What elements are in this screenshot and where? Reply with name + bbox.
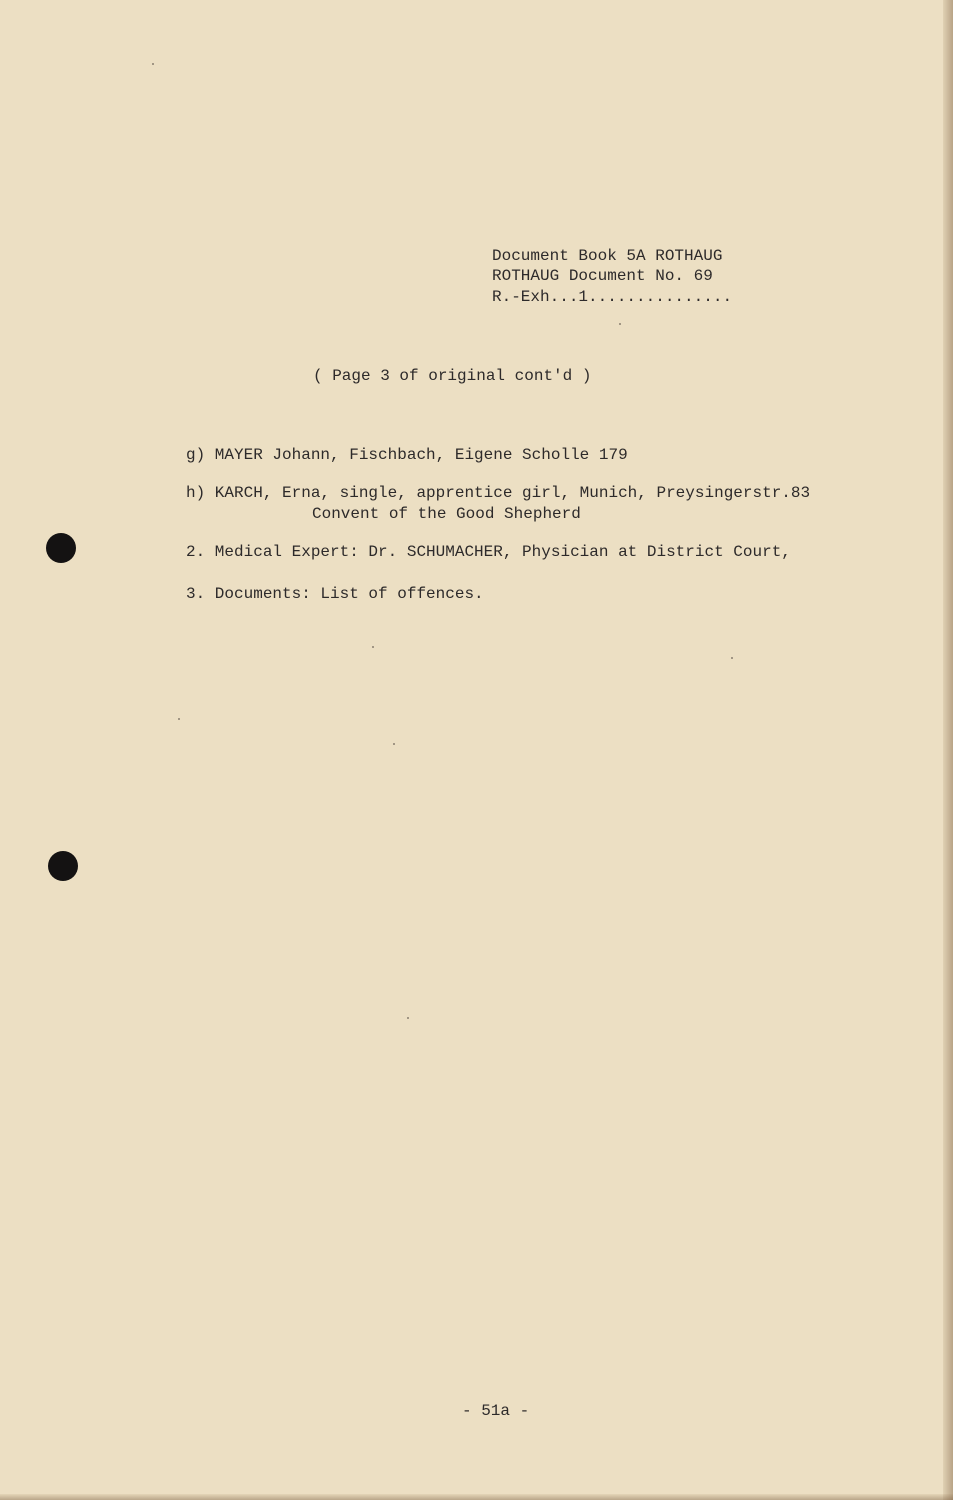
paper-speck (393, 743, 395, 745)
punch-hole-top (46, 533, 76, 563)
paper-right-edge (943, 0, 953, 1500)
item-documents: 3. Documents: List of offences. (186, 585, 484, 603)
punch-hole-bottom (48, 851, 78, 881)
paper-speck (152, 63, 154, 65)
paper-speck (619, 323, 621, 325)
page-continuation-note: ( Page 3 of original cont'd ) (313, 367, 592, 385)
paper-bottom-edge (0, 1494, 953, 1500)
paper-speck (372, 646, 374, 648)
entry-g: g) MAYER Johann, Fischbach, Eigene Scholle 179 (186, 446, 628, 464)
header-document-number: ROTHAUG Document No. 69 (492, 267, 713, 285)
entry-h-line2: Convent of the Good Shepherd (312, 505, 581, 523)
header-exhibit: R.-Exh...1............... (492, 288, 733, 306)
page-number: - 51a - (462, 1402, 530, 1420)
paper-speck (178, 718, 180, 720)
paper-speck (407, 1017, 409, 1019)
header-document-book: Document Book 5A ROTHAUG (492, 247, 723, 265)
item-medical-expert: 2. Medical Expert: Dr. SCHUMACHER, Physician at District Court, (186, 543, 791, 561)
entry-h-line1: h) KARCH, Erna, single, apprentice girl, Munich, Preysingerstr.83 (186, 484, 811, 502)
paper-speck (731, 657, 733, 659)
